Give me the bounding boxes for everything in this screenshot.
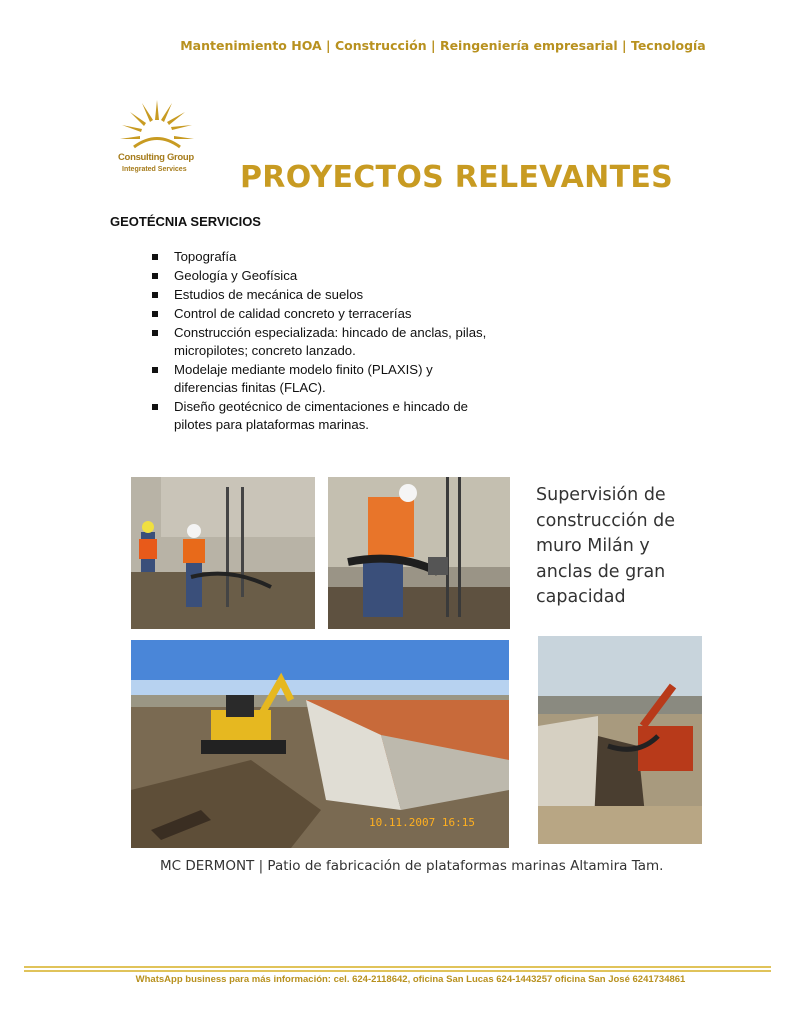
photo-timestamp: 10.11.2007 16:15 [369, 816, 475, 829]
list-item: Control de calidad concreto y terracerías [148, 305, 488, 323]
page-title: PROYECTOS RELEVANTES [240, 160, 674, 195]
services-list [148, 248, 488, 435]
photo-worker-drilling [328, 477, 510, 629]
photo-caption-bottom: MC DERMONT | Patio de fabricación de plataformas marinas Altamira Tam. [160, 858, 664, 874]
photo-excavator-site [131, 640, 509, 848]
list-item: Modelaje mediante modelo finito (PLAXIS) y diferencias finitas (FLAC). [148, 361, 488, 397]
list-item: Geología y Geofísica [148, 267, 488, 285]
photo-drilling-rig [538, 636, 702, 844]
footer-divider [24, 970, 771, 972]
photo-wall-workers [131, 477, 315, 629]
logo-line1: Consulting Group [118, 152, 194, 163]
list-item: Diseño geotécnico de cimentaciones e hincado de pilotes para plataformas marinas. [148, 398, 488, 434]
list-item: Construcción especializada: hincado de anclas, pilas, micropilotes; concreto lanzado. [148, 324, 488, 360]
footer-contact: WhatsApp business para más información: cel. 624-2118642, oficina San Lucas 624-1443257 oficina San José 6241734861 [135, 974, 686, 985]
section-heading: GEOTÉCNIA SERVICIOS [110, 214, 261, 229]
logo-line2: Integrated Services [122, 166, 187, 173]
list-item: Topografía [148, 248, 488, 266]
list-item: Estudios de mecánica de suelos [148, 286, 488, 304]
photo-caption-right: Supervisión de construcción de muro Milán y anclas de gran capacidad [536, 485, 676, 607]
header-tagline: Mantenimiento HOA | Construcción | Reingeniería empresarial | Tecnología [180, 38, 706, 53]
footer-divider [24, 966, 771, 968]
